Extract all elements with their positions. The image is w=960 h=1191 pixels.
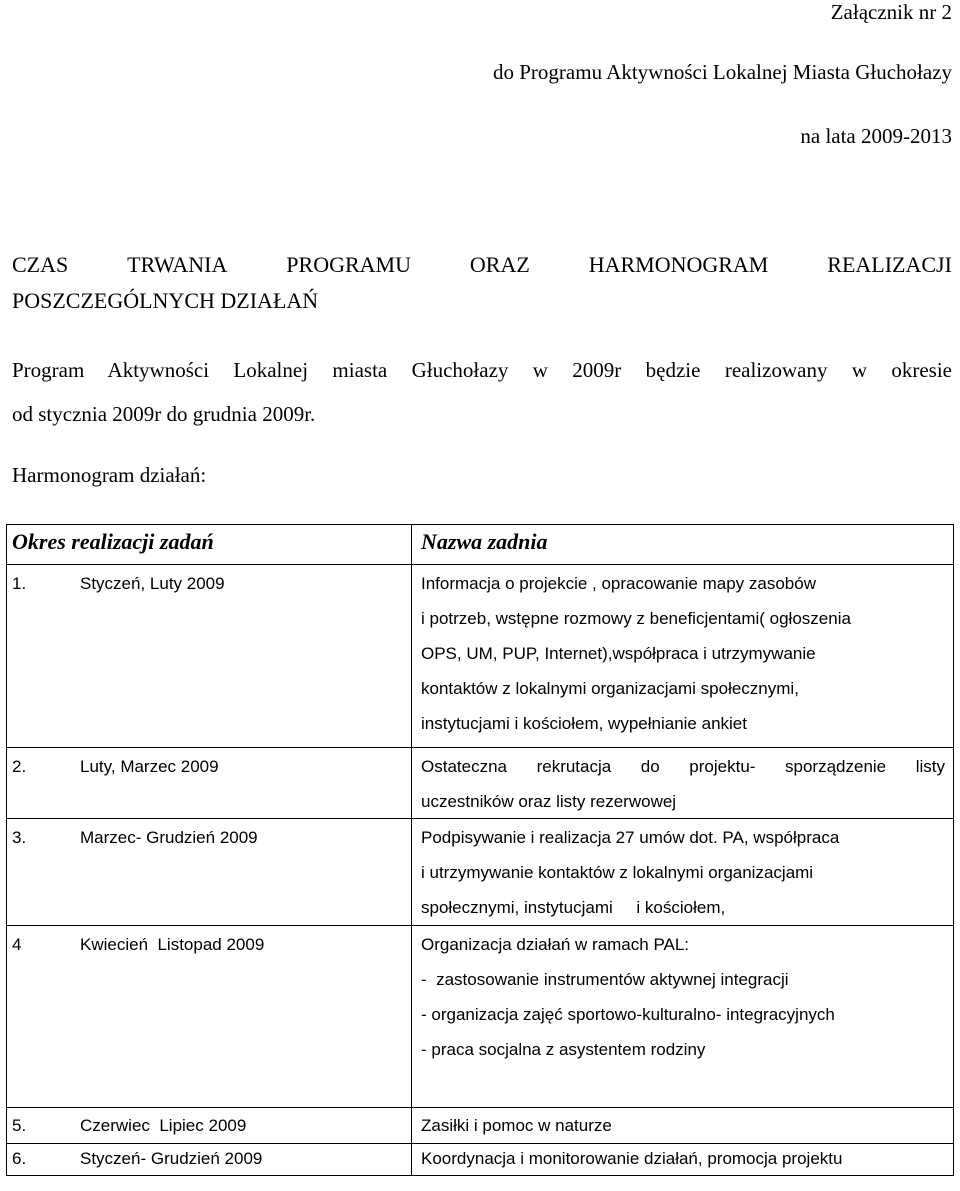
- task-line: Koordynacja i monitorowanie działań, promocja projektu: [421, 1149, 843, 1168]
- document-title-line2: POSZCZEGÓLNYCH DZIAŁAŃ: [12, 288, 319, 313]
- table-row-task: [421, 820, 839, 925]
- table-row-number: 4: [12, 935, 22, 954]
- table-row-divider: [6, 747, 954, 748]
- title-word: TRWANIA: [127, 252, 228, 277]
- table-row-number: 5.: [12, 1116, 27, 1135]
- task-line: Informacja o projekcie , opracowanie mapy zasobów: [421, 574, 816, 593]
- table-row-task: [421, 1143, 842, 1175]
- table-header-task: Nazwa zadnia: [421, 529, 548, 554]
- task-line: - zastosowanie instrumentów aktywnej integracji: [421, 970, 789, 989]
- task-line: - organizacja zajęć sportowo-kulturalno- integracyjnych: [421, 1005, 835, 1024]
- table-row-number: 2.: [12, 757, 27, 776]
- task-line: Zasiłki i pomoc w naturze: [421, 1116, 612, 1135]
- task-line: - praca socjalna z asystentem rodziny: [421, 1040, 706, 1059]
- document-title-line1: [12, 252, 952, 278]
- table-row-period: Styczeń, Luty 2009: [80, 574, 225, 593]
- table-row-task: [421, 749, 945, 819]
- task-line: i potrzeb, wstępne rozmowy z beneficjentami( ogłoszenia: [421, 609, 851, 628]
- table-row-period: Styczeń- Grudzień 2009: [80, 1149, 263, 1168]
- table-row-period: Czerwiec Lipiec 2009: [80, 1116, 247, 1135]
- table-row-task: [421, 927, 835, 1067]
- table-border-top: [6, 524, 954, 525]
- title-word: PROGRAMU: [286, 252, 411, 277]
- title-word: REALIZACJI: [827, 252, 952, 277]
- task-line: Ostateczna rekrutacja do projektu- sporządzenie listy: [421, 757, 945, 776]
- task-line: Podpisywanie i realizacja 27 umów dot. PA, współpraca: [421, 828, 840, 847]
- task-line: uczestników oraz listy rezerwowej: [421, 792, 677, 811]
- table-row-task: [421, 566, 851, 741]
- table-row-period: Luty, Marzec 2009: [80, 757, 219, 776]
- annex-number: Załącznik nr 2: [830, 0, 952, 24]
- annex-program-name: do Programu Aktywności Lokalnej Miasta Głuchołazy: [493, 60, 952, 84]
- table-row-task: [421, 1108, 612, 1143]
- intro-paragraph-line1: Program Aktywności Lokalnej miasta Głuchołazy w 2009r będzie realizowany w okresie: [12, 358, 952, 382]
- table-border-left: [6, 524, 7, 1176]
- intro-paragraph-line2: od stycznia 2009r do grudnia 2009r.: [12, 402, 316, 426]
- task-line: kontaktów z lokalnymi organizacjami społecznymi,: [421, 679, 799, 698]
- table-border-bottom: [6, 1175, 954, 1176]
- title-word: CZAS: [12, 252, 69, 277]
- annex-years: na lata 2009-2013: [800, 124, 952, 148]
- table-row-number: 3.: [12, 828, 27, 847]
- table-column-divider: [411, 524, 412, 1176]
- task-line: społecznymi, instytucjami i kościołem,: [421, 898, 726, 917]
- task-line: OPS, UM, PUP, Internet),współpraca i utrzymywanie: [421, 644, 816, 663]
- task-line: i utrzymywanie kontaktów z lokalnymi organizacjami: [421, 863, 814, 882]
- title-word: ORAZ: [469, 252, 530, 277]
- table-header-period: Okres realizacji zadań: [12, 529, 214, 554]
- task-line: instytucjami i kościołem, wypełnianie ankiet: [421, 714, 747, 733]
- harmonogram-label: Harmonogram działań:: [12, 463, 207, 487]
- table-row-period: Kwiecień Listopad 2009: [80, 935, 265, 954]
- table-row-divider: [6, 925, 954, 926]
- table-row-number: 1.: [12, 574, 27, 593]
- table-border-right: [953, 524, 954, 1176]
- table-row-number: 6.: [12, 1149, 27, 1168]
- table-row-divider: [6, 564, 954, 565]
- table-row-period: Marzec- Grudzień 2009: [80, 828, 258, 847]
- task-line: Organizacja działań w ramach PAL:: [421, 935, 690, 954]
- title-word: HARMONOGRAM: [588, 252, 769, 277]
